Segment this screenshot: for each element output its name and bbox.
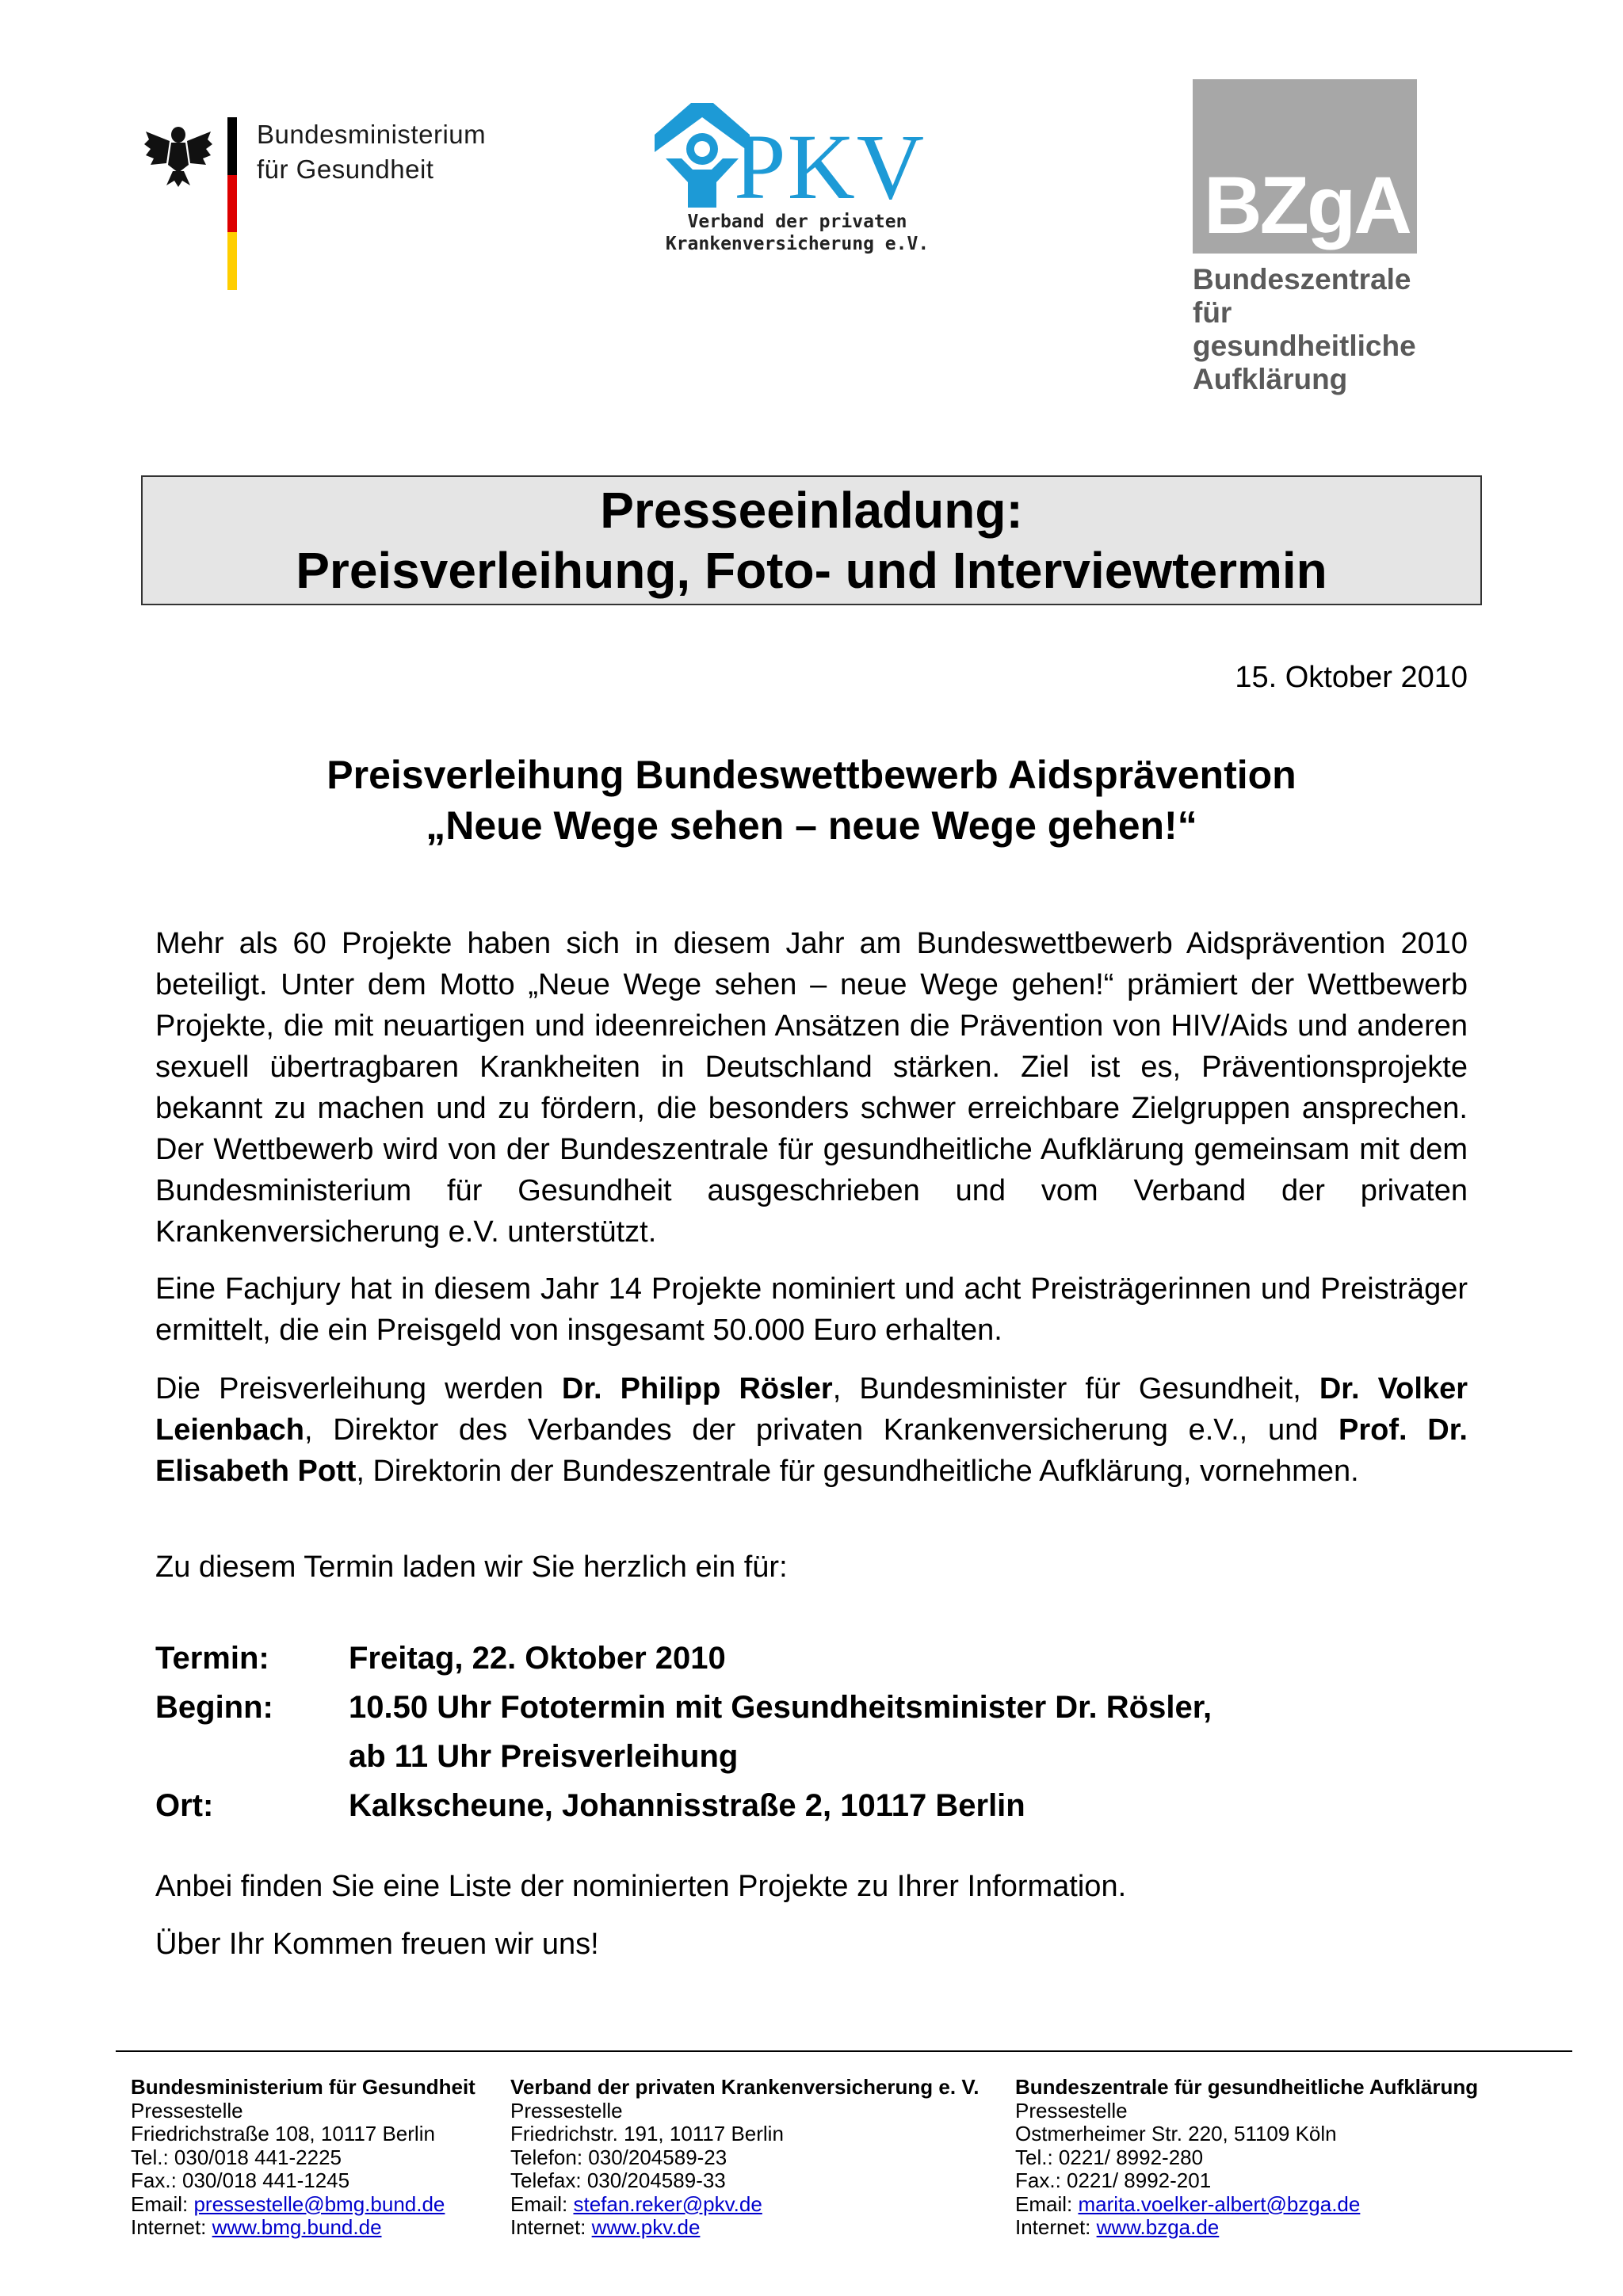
footer-email-row [131,2193,475,2217]
headline-line1: Preisverleihung Bundeswettbewerb Aidsprävention [327,753,1296,797]
german-flag-stripe [227,117,237,290]
footer-heading: Bundeszentrale für gesundheitliche Aufklärung [1015,2075,1479,2099]
footer-tel: Tel.: 0221/ 8992-280 [1015,2145,1204,2169]
presenters-text: , Direktor des Verbandes der privaten Krankenversicherung e.V., und [304,1413,1339,1447]
bzga-wordmark-line3: gesundheitliche [1193,330,1416,362]
footer-tel: Telefon: 030/204589-23 [510,2145,727,2169]
footer-email-row [1015,2193,1478,2217]
footer-web-link[interactable]: www.pkv.de [591,2215,701,2239]
bzga-wordmark-line1: Bundeszentrale [1193,263,1411,296]
footer-email-label: Email: [131,2191,194,2216]
detail-label: Termin: [155,1641,269,1676]
bzga-wordmark [1193,263,1416,396]
presenters-text: , Direktorin der Bundeszentrale für gesundheitliche Aufklärung, vornehmen. [356,1455,1359,1488]
title-box [141,475,1482,605]
bmg-wordmark-line1: Bundesministerium [257,120,487,149]
paragraph-award-presenters [155,1368,1468,1492]
presenter-name: Dr. Philipp Rösler [561,1372,833,1405]
paragraph-attachment-note: Anbei finden Sie eine Liste der nominierten Projekte zu Ihrer Information. [155,1870,1127,1903]
bmg-logo [143,117,515,292]
footer-email-label: Email: [510,2191,574,2216]
footer-web-row [131,2216,475,2240]
paragraph-invitation: Zu diesem Termin laden wir Sie herzlich ein für: [155,1550,788,1584]
pkv-wordmark: PKV [734,115,926,219]
presenters-text: Die Preisverleihung werden [155,1372,562,1405]
paragraph-jury: Eine Fachjury hat in diesem Jahr 14 Projekte nominiert und acht Preisträgerinnen und Preisträger ermittelt, die ein Preisgeld von insgesamt 50.000 Euro erhalten. [155,1272,1468,1347]
footer-web-link[interactable]: www.bzga.de [1096,2215,1220,2239]
title-line1: Presseeinladung: [600,482,1023,539]
footer-dept: Pressestelle [1015,2098,1128,2122]
presenter-name: Prof. Dr. Elisabeth Pott [155,1413,1468,1488]
bzga-wordmark-line2: für [1193,296,1232,329]
pkv-subtitle [655,211,940,255]
presenters-text: , Bundesminister für Gesundheit, [832,1372,1319,1405]
detail-value: Freitag, 22. Oktober 2010 [349,1641,726,1676]
bmg-wordmark-line2: für Gesundheit [257,154,434,184]
bzga-logo-box [1193,79,1417,254]
footer-web-label: Internet: [131,2215,212,2239]
footer-fax: Telefax: 030/204589-33 [510,2168,726,2192]
footer-address: Ostmerheimer Str. 220, 51109 Köln [1015,2122,1337,2145]
footer-web-label: Internet: [510,2215,592,2239]
footer-email-link[interactable]: marita.voelker-albert@bzga.de [1078,2191,1361,2216]
footer-heading: Verband der privaten Krankenversicherung e. V. [510,2075,980,2099]
bzga-mark: BZgA [1204,160,1410,250]
footer-web-row [1015,2216,1478,2240]
pkv-logo [655,103,940,261]
pkv-subtitle-line2: Krankenversicherung e.V. [665,234,930,254]
footer-contact-bzga [1015,2076,1478,2240]
footer-dept: Pressestelle [131,2098,243,2122]
footer-email-row [510,2193,980,2217]
footer-heading: Bundesministerium für Gesundheit [131,2075,475,2099]
footer-fax: Fax.: 030/018 441-1245 [131,2168,350,2192]
footer-email-link[interactable]: pressestelle@bmg.bund.de [193,2191,445,2216]
paragraph-closing: Über Ihr Kommen freuen wir uns! [155,1928,599,1961]
detail-value: 10.50 Uhr Fototermin mit Gesundheitsminister Dr. Rösler, [349,1690,1212,1725]
bzga-logo [1193,79,1446,404]
footer-email-label: Email: [1015,2191,1079,2216]
bzga-wordmark-line4: Aufklärung [1193,363,1348,395]
headline-line2: „Neue Wege sehen – neue Wege gehen!“ [426,803,1197,848]
detail-label: Beginn: [155,1690,273,1725]
title-line2: Preisverleihung, Foto- und Interviewtermin [296,542,1327,599]
footer-web-label: Internet: [1015,2215,1097,2239]
footer-address: Friedrichstraße 108, 10117 Berlin [131,2122,435,2145]
document-date: 15. Oktober 2010 [1235,661,1468,694]
presenter-name: Dr. Volker Leienbach [155,1372,1468,1447]
detail-value: Kalkscheune, Johannisstraße 2, 10117 Berlin [349,1788,1025,1823]
footer-email-link[interactable]: stefan.reker@pkv.de [573,2191,762,2216]
pkv-subtitle-line1: Verband der privaten [687,212,907,232]
footer-tel: Tel.: 030/018 441-2225 [131,2145,342,2169]
footer-fax: Fax.: 0221/ 8992-201 [1015,2168,1212,2192]
paragraph-intro: Mehr als 60 Projekte haben sich in diesem Jahr am Bundeswettbewerb Aidsprävention 2010 beteiligt. Unter dem Motto „Neue Wege sehen – neue Wege gehen!“ prämiert der Wettbewerb Projekte, die mit neuartigen und ideenreichen Ansätzen die Prävention von HIV/Aids und anderen sexuell übertragbaren Krankheiten in Deutschland stärken. Ziel ist es, Präventionsprojekte bekannt zu machen und zu fördern, die besonders schwer erreichbare Zielgruppen ansprechen. Der Wettbewerb wird von der Bundeszentrale für gesundheitliche Aufklärung gemeinsam mit dem Bundesministerium für Gesundheit ausgeschrieben und vom Verband der privaten Krankenversicherung e.V. unterstützt. [155,927,1468,1249]
footer-address: Friedrichstr. 191, 10117 Berlin [510,2122,784,2145]
bmg-wordmark [257,117,486,187]
footer-divider [116,2050,1572,2052]
footer-dept: Pressestelle [510,2098,623,2122]
detail-value: ab 11 Uhr Preisverleihung [349,1739,739,1774]
footer-contact-pkv [510,2076,980,2240]
footer-web-link[interactable]: www.bmg.bund.de [212,2215,382,2239]
footer-web-row [510,2216,980,2240]
federal-eagle-icon [143,117,214,189]
footer-contact-bmg [131,2076,475,2240]
detail-label: Ort: [155,1788,214,1823]
headline [141,749,1482,851]
